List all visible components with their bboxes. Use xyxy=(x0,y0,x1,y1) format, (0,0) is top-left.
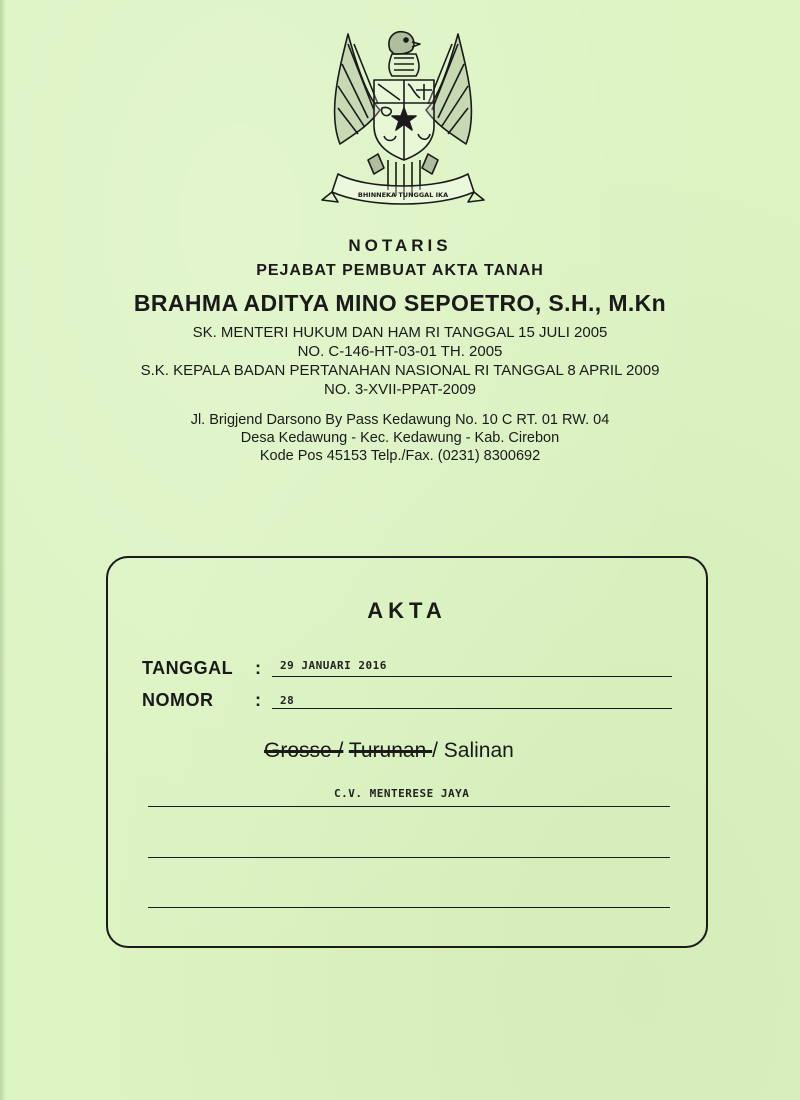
nomor-colon: : xyxy=(255,690,261,710)
address-line-3: Kode Pos 45153 Telp./Fax. (0231) 8300692 xyxy=(259,448,541,464)
address-line-2: Desa Kedawung - Kec. Kedawung - Kab. Cirebon xyxy=(240,430,560,446)
garuda-pancasila-icon xyxy=(308,14,498,214)
party-line-2 xyxy=(148,857,670,858)
copy-type-turunan: Turunan xyxy=(348,739,433,762)
notary-name xyxy=(0,290,800,317)
party-line-1 xyxy=(148,806,670,807)
notary-name-main: BRAHMA ADITYA MINO SEPOETRO, S.H., xyxy=(133,290,602,316)
copy-type xyxy=(264,739,514,763)
nomor-line xyxy=(272,708,672,709)
emblem-motto: BHINNEKA TUNGGAL IKA xyxy=(357,191,449,199)
sk-line-1: SK. MENTERI HUKUM DAN HAM RI TANGGAL 15 JULI 2005 xyxy=(192,324,608,341)
address-line-1: Jl. Brigjend Darsono By Pass Kedawung No. 10 C RT. 01 RW. 04 xyxy=(190,412,610,428)
office-subtitle: PEJABAT PEMBUAT AKTA TANAH xyxy=(256,262,544,279)
tanggal-colon: : xyxy=(255,658,261,678)
akta-title: AKTA xyxy=(367,598,447,623)
notary-degree: M.Kn xyxy=(608,290,667,316)
tanggal-label: TANGGAL xyxy=(142,658,234,678)
sk-line-3: S.K. KEPALA BADAN PERTANAHAN NASIONAL RI TANGGAL 8 APRIL 2009 xyxy=(140,362,660,379)
paper-edge-shadow xyxy=(0,0,6,1100)
copy-type-salinan: / Salinan xyxy=(432,739,514,762)
party-line-3 xyxy=(148,907,670,908)
copy-type-grosse: Grosse / xyxy=(264,739,344,762)
tanggal-value: 29 JANUARI 2016 xyxy=(280,659,387,672)
tanggal-line xyxy=(272,676,672,677)
nomor-value: 28 xyxy=(280,694,295,707)
nomor-label: NOMOR xyxy=(142,690,214,710)
sk-line-2: NO. C-146-HT-03-01 TH. 2005 xyxy=(297,343,503,360)
office-title: NOTARIS xyxy=(348,236,452,255)
sk-line-4: NO. 3-XVII-PPAT-2009 xyxy=(324,381,476,398)
party-name: C.V. MENTERESE JAYA xyxy=(334,787,470,800)
